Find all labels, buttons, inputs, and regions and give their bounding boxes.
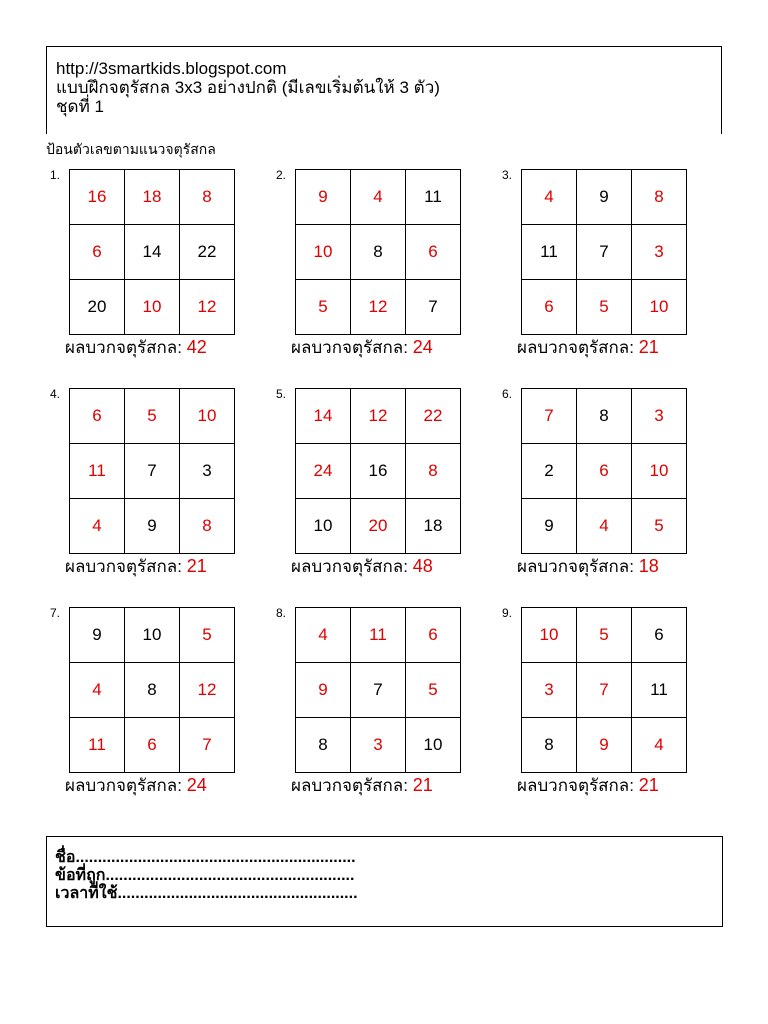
blog-url: http://3smartkids.blogspot.com — [56, 59, 287, 78]
time-used-line: เวลาที่ใช้...................................................... — [55, 885, 358, 902]
answer-cell: 6 — [577, 444, 632, 499]
answer-cell: 10 — [522, 608, 577, 663]
given-cell: 8 — [577, 389, 632, 444]
puzzle-number: 5. — [276, 387, 287, 401]
answer-cell: 6 — [406, 608, 461, 663]
answer-cell: 7 — [577, 663, 632, 718]
puzzle-7 — [45, 606, 245, 806]
answer-cell: 12 — [351, 280, 406, 335]
grid-row — [522, 718, 687, 773]
grid-row — [296, 389, 461, 444]
grid-row — [522, 225, 687, 280]
grid-row — [70, 499, 235, 554]
puzzle-number: 6. — [502, 387, 513, 401]
puzzle-4 — [45, 387, 245, 587]
grid-row — [70, 718, 235, 773]
worksheet-set: ชุดที่ 1 — [56, 97, 104, 116]
magic-sum-row — [517, 774, 659, 797]
magic-sum-row — [65, 774, 207, 797]
grid-row — [296, 444, 461, 499]
puzzle-number: 9. — [502, 606, 513, 620]
instruction-text: ป้อนตัวเลขตามแนวจตุรัสกล — [46, 141, 216, 157]
answer-cell: 11 — [351, 608, 406, 663]
given-cell: 7 — [351, 663, 406, 718]
grid-row — [70, 389, 235, 444]
grid-row — [296, 280, 461, 335]
grid-row — [70, 170, 235, 225]
footer-box — [46, 836, 723, 927]
puzzle-number: 2. — [276, 168, 287, 182]
grid-row — [70, 663, 235, 718]
given-cell: 8 — [296, 718, 351, 773]
header-box — [46, 46, 722, 134]
puzzle-number: 1. — [50, 168, 61, 182]
magic-sum-value: 21 — [412, 775, 433, 795]
given-cell: 10 — [296, 499, 351, 554]
given-cell: 8 — [522, 718, 577, 773]
grid-row — [522, 608, 687, 663]
answer-cell: 9 — [296, 170, 351, 225]
answer-cell: 20 — [351, 499, 406, 554]
answer-cell: 24 — [296, 444, 351, 499]
grid-row — [522, 663, 687, 718]
answer-cell: 16 — [70, 170, 125, 225]
magic-sum-value: 24 — [186, 775, 207, 795]
magic-sum-label: ผลบวกจตุรัสกล: — [65, 776, 182, 795]
magic-square-grid — [295, 169, 461, 335]
answer-cell: 12 — [180, 280, 235, 335]
answer-cell: 10 — [296, 225, 351, 280]
answer-cell: 4 — [632, 718, 687, 773]
answer-cell: 3 — [632, 225, 687, 280]
magic-square-grid — [521, 169, 687, 335]
magic-square-grid — [521, 607, 687, 773]
answer-cell: 12 — [351, 389, 406, 444]
answer-cell: 5 — [180, 608, 235, 663]
correct-count-line: ข้อที่ถูก........................................................ — [55, 867, 355, 884]
magic-sum-label: ผลบวกจตุรัสกล: — [517, 776, 634, 795]
magic-sum-label: ผลบวกจตุรัสกล: — [517, 557, 634, 576]
answer-cell: 10 — [632, 280, 687, 335]
answer-cell: 10 — [125, 280, 180, 335]
magic-sum-row — [291, 555, 433, 578]
magic-sum-row — [517, 555, 659, 578]
answer-cell: 6 — [522, 280, 577, 335]
answer-cell: 12 — [180, 663, 235, 718]
puzzle-8 — [271, 606, 471, 806]
worksheet-title: แบบฝึกจตุรัสกล 3x3 อย่างปกติ (มีเลขเริ่มต้นให้ 3 ตัว) — [56, 78, 440, 97]
answer-cell: 11 — [70, 444, 125, 499]
given-cell: 8 — [351, 225, 406, 280]
answer-cell: 5 — [296, 280, 351, 335]
given-cell: 18 — [406, 499, 461, 554]
grid-row — [296, 718, 461, 773]
puzzle-number: 8. — [276, 606, 287, 620]
answer-cell: 7 — [180, 718, 235, 773]
puzzle-number: 4. — [50, 387, 61, 401]
given-cell: 3 — [180, 444, 235, 499]
given-cell: 14 — [125, 225, 180, 280]
magic-sum-label: ผลบวกจตุรัสกล: — [291, 557, 408, 576]
answer-cell: 5 — [632, 499, 687, 554]
magic-sum-row — [65, 555, 207, 578]
magic-sum-label: ผลบวกจตุรัสกล: — [65, 557, 182, 576]
puzzle-3 — [497, 168, 697, 368]
grid-row — [522, 389, 687, 444]
given-cell: 9 — [125, 499, 180, 554]
answer-cell: 4 — [522, 170, 577, 225]
answer-cell: 3 — [632, 389, 687, 444]
answer-cell: 4 — [70, 499, 125, 554]
given-cell: 10 — [406, 718, 461, 773]
given-cell: 10 — [125, 608, 180, 663]
answer-cell: 18 — [125, 170, 180, 225]
answer-cell: 6 — [125, 718, 180, 773]
puzzle-5 — [271, 387, 471, 587]
answer-cell: 6 — [70, 389, 125, 444]
grid-row — [522, 280, 687, 335]
magic-square-grid — [521, 388, 687, 554]
answer-cell: 5 — [577, 608, 632, 663]
magic-sum-row — [517, 336, 659, 359]
answer-cell: 9 — [577, 718, 632, 773]
grid-row — [296, 499, 461, 554]
answer-cell: 4 — [351, 170, 406, 225]
magic-sum-label: ผลบวกจตุรัสกล: — [291, 776, 408, 795]
grid-row — [522, 499, 687, 554]
grid-row — [296, 225, 461, 280]
given-cell: 6 — [632, 608, 687, 663]
magic-square-grid — [69, 169, 235, 335]
answer-cell: 3 — [351, 718, 406, 773]
magic-sum-value: 21 — [186, 556, 207, 576]
given-cell: 9 — [577, 170, 632, 225]
grid-row — [522, 444, 687, 499]
answer-cell: 4 — [70, 663, 125, 718]
answer-cell: 5 — [125, 389, 180, 444]
answer-cell: 7 — [522, 389, 577, 444]
grid-row — [296, 608, 461, 663]
puzzle-6 — [497, 387, 697, 587]
magic-sum-value: 18 — [638, 556, 659, 576]
grid-row — [70, 444, 235, 499]
answer-cell: 8 — [180, 170, 235, 225]
given-cell: 2 — [522, 444, 577, 499]
magic-sum-row — [291, 336, 433, 359]
magic-sum-row — [65, 336, 207, 359]
magic-sum-label: ผลบวกจตุรัสกล: — [517, 338, 634, 357]
answer-cell: 8 — [406, 444, 461, 499]
given-cell: 20 — [70, 280, 125, 335]
puzzle-number: 3. — [502, 168, 513, 182]
magic-sum-value: 21 — [638, 775, 659, 795]
grid-row — [296, 663, 461, 718]
magic-sum-value: 21 — [638, 337, 659, 357]
magic-sum-row — [291, 774, 433, 797]
given-cell: 11 — [632, 663, 687, 718]
grid-row — [70, 608, 235, 663]
given-cell: 16 — [351, 444, 406, 499]
name-line: ชื่อ............................................................... — [55, 849, 356, 866]
answer-cell: 6 — [406, 225, 461, 280]
magic-sum-label: ผลบวกจตุรัสกล: — [291, 338, 408, 357]
given-cell: 7 — [406, 280, 461, 335]
magic-sum-value: 24 — [412, 337, 433, 357]
given-cell: 7 — [125, 444, 180, 499]
magic-square-grid — [69, 388, 235, 554]
answer-cell: 6 — [70, 225, 125, 280]
magic-sum-label: ผลบวกจตุรัสกล: — [65, 338, 182, 357]
answer-cell: 5 — [577, 280, 632, 335]
given-cell: 22 — [180, 225, 235, 280]
answer-cell: 5 — [406, 663, 461, 718]
answer-cell: 11 — [70, 718, 125, 773]
grid-row — [522, 170, 687, 225]
answer-cell: 22 — [406, 389, 461, 444]
answer-cell: 8 — [632, 170, 687, 225]
answer-cell: 14 — [296, 389, 351, 444]
given-cell: 11 — [406, 170, 461, 225]
magic-square-grid — [69, 607, 235, 773]
answer-cell: 10 — [180, 389, 235, 444]
answer-cell: 9 — [296, 663, 351, 718]
puzzle-2 — [271, 168, 471, 368]
given-cell: 9 — [70, 608, 125, 663]
given-cell: 11 — [522, 225, 577, 280]
puzzle-9 — [497, 606, 697, 806]
magic-square-grid — [295, 607, 461, 773]
grid-row — [296, 170, 461, 225]
answer-cell: 10 — [632, 444, 687, 499]
magic-sum-value: 48 — [412, 556, 433, 576]
magic-sum-value: 42 — [186, 337, 207, 357]
grid-row — [70, 225, 235, 280]
grid-row — [70, 280, 235, 335]
puzzle-number: 7. — [50, 606, 61, 620]
given-cell: 9 — [522, 499, 577, 554]
answer-cell: 4 — [296, 608, 351, 663]
given-cell: 7 — [577, 225, 632, 280]
given-cell: 8 — [125, 663, 180, 718]
answer-cell: 4 — [577, 499, 632, 554]
puzzle-1 — [45, 168, 245, 368]
magic-square-grid — [295, 388, 461, 554]
answer-cell: 8 — [180, 499, 235, 554]
answer-cell: 3 — [522, 663, 577, 718]
